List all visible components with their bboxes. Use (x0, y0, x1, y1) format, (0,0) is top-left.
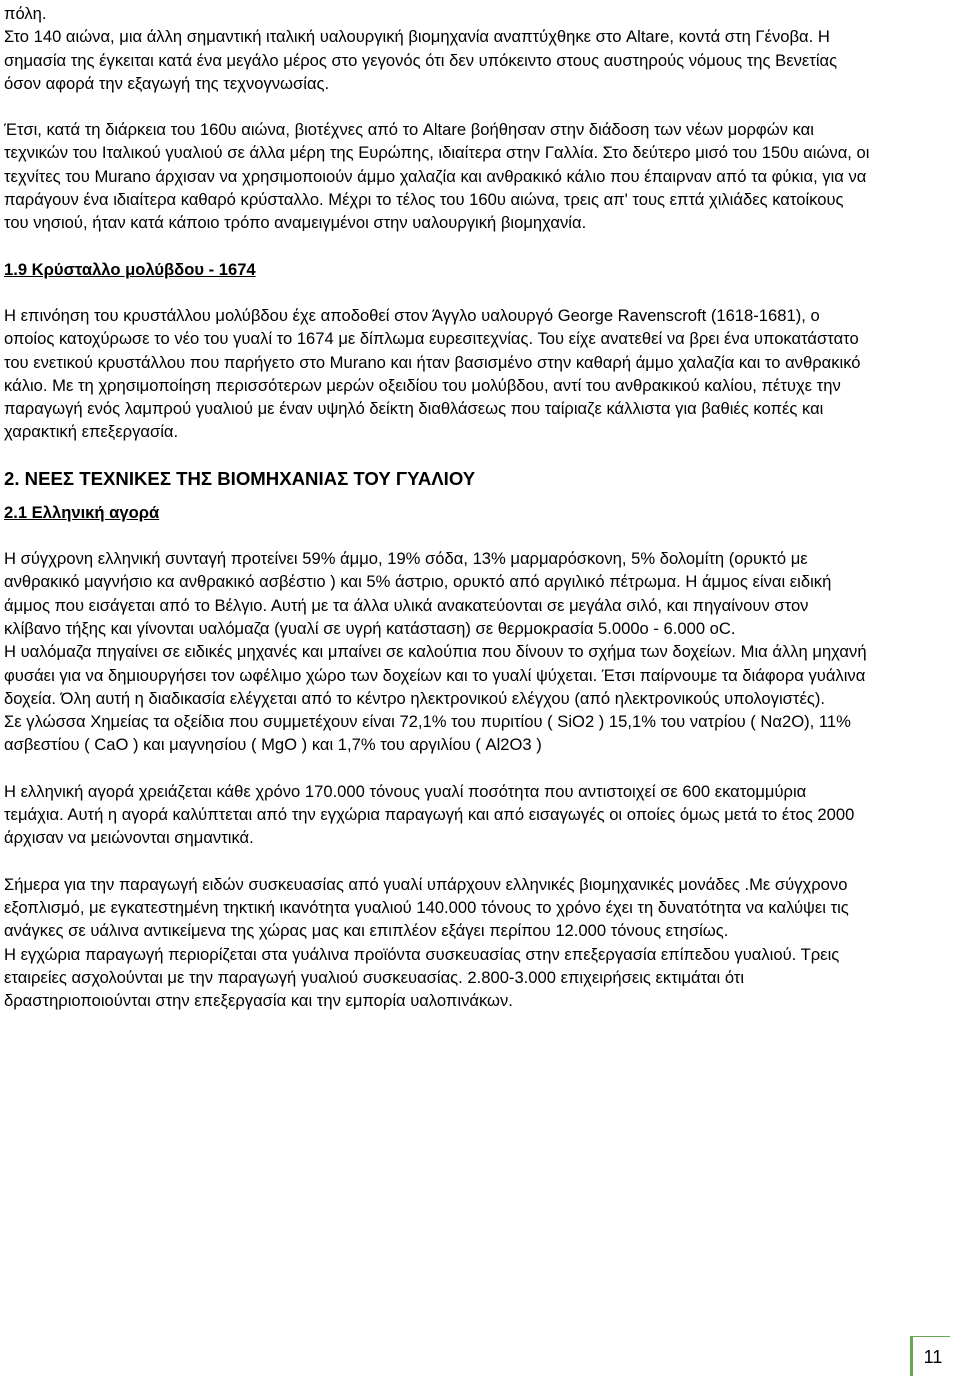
paragraph-market-demand: Η ελληνική αγορά χρειάζεται κάθε χρόνο 170.000 τόνους γυαλί ποσότητα που αντιστοιχεί σε 600 εκατομμύρια τεμάχια. Αυτή η αγορά καλύπτεται από την εγχώρια παραγωγή και από εισαγωγές οι οποίες όμως μετά το έτος 2000 άρχισαν να μειώνονται σημαντικά. (4, 781, 855, 848)
page-content (4, 2, 870, 1012)
section-heading-2: 2. ΝΕΕΣ ΤΕΧΝΙΚΕΣ ΤΗΣ ΒΙΟΜΗΧΑΝΙΑΣ ΤΟΥ ΓΥΑΛΙΟΥ (4, 467, 476, 489)
paragraph-domestic-production: Η εγχώρια παραγωγή περιορίζεται στα γυάλινα προϊόντα συσκευασίας στην επεξεργασία επίπεδου γυαλιού. Τρεις εταιρείες ασχολούνται με την παραγωγή γυαλιού συσκευασίας. 2.800-3.000 επιχειρήσεις εκτιμάται ότι δραστηριοποιούνται στην επεξεργασία και την εμπορία υαλοπινάκων. (4, 944, 840, 1011)
paragraph-recipe: Η σύγχρονη ελληνική συνταγή προτείνει 59% άμμο, 19% σόδα, 13% μαρμαρόσκονη, 5% δολομίτη (ορυκτό με ανθρακικό μαγνήσιο κα ανθρακικό ασβέστιο ) και 5% άστριο, ορυκτό από αργιλικό πέτρωμα. Η άμμος είναι ειδική άμμος που εισάγεται από το Βέλγιο. Αυτή με τα άλλα υλικά ανακατεύονται σε μεγάλα σιλό, και πηγαίνουν στον κλίβανο τήξης και γίνονται υαλόμαζα (γυαλί σε υγρή κατάσταση) σε θερμοκρασία 5.000ο - 6.000 oC. (4, 549, 832, 638)
section-heading-1-9: 1.9 Κρύσταλλο μολύβδου - 1674 (4, 259, 256, 279)
paragraph-chemistry: Σε γλώσσα Χημείας τα οξείδια που συμμετέχουν είναι 72,1% του πυριτίου ( SiO2 ) 15,1% του νατρίου ( Να2Ο), 11% ασβεστίου ( CaO ) και μαγνησίου ( MgO ) και 1,7% του αργιλίου ( Al2O3 ) (4, 712, 851, 755)
paragraph-molding: Η υαλόμαζα πηγαίνει σε ειδικές μηχανές και μπαίνει σε καλούπια που δίνουν το σχήμα των δοχείων. Μια άλλη μηχανή φυσάει για να δημιουργήσει τον ωφέλιμο χώρο των δοχείων και το γυαλί ψύχεται. Έτσι παίρνουμε τα διάφορα γυάλινα δοχεία. Όλη αυτή η διαδικασία ελέγχεται από το κέντρο ηλεκτρονικού ελέγχου (από ηλεκτρονικούς υπολογιστές). (4, 642, 867, 708)
page-number: 11 (923, 1347, 943, 1367)
paragraph-production-units: Σήμερα για την παραγωγή ειδών συσκευασίας από γυαλί υπάρχουν ελληνικές βιομηχανικές μονάδες .Με σύγχρονο εξοπλισμό, με εγκατεστημένη τηκτική ικανότητα γυαλιού 140.000 τόνους το χρόνο έχει τη δυνατότητα να καλύψει τις ανάγκες σε υάλινα αντικείμενα της χώρας μας και επιπλέον εξάγει περίπου 12.000 τόνους ετησίως. (4, 874, 849, 941)
paragraph-continuation: πόλη. (4, 4, 47, 23)
paragraph-lead-crystal: Η επινόηση του κρυστάλλου μολύβδου έχε αποδοθεί στον Άγγλο υαλουργό George Ravenscroft (1618-1681), ο οποίος κατοχύρωσε το νέο του γυαλί το 1674 με δίπλωμα ευρεσιτεχνίας. Του είχε ανατεθεί να βρει ένα υποκατάστατο του ενετικού κρυστάλλου που παρήγετο στο Murano και ήταν βασισμένο στην καθαρή άμμο χαλαζία και το ανθρακικό κάλιο. Με τη χρησιμοποίηση περισσότερων μερών οξειδίου του μολύβδου, αντί του ανθρακικού καλίου, πέτυχε την παραγωγή ενός λαμπρού γυαλιού με έναν υψηλό δείκτη διαθλάσεως που ταίριαζε κάλλιστα για βαθιές κοπές και χαρακτική επεξεργασία. (4, 305, 861, 442)
section-heading-2-1: 2.1 Ελληνική αγορά (4, 502, 160, 522)
paragraph-altare: Στο 140 αιώνα, μια άλλη σημαντική ιταλική υαλουργική βιομηχανία αναπτύχθηκε στο Altare, κοντά στη Γένοβα. Η σημασία της έγκειται κατά ένα μεγάλο μέρος στο γεγονός ότι δεν υπόκειντο στους αυστηρούς νόμους της Βενετίας όσον αφορά την εξαγωγή της τεχνογνωσίας. (4, 27, 838, 93)
paragraph-murano: Έτσι, κατά τη διάρκεια του 160υ αιώνα, βιοτέχνες από το Altare βοήθησαν στην διάδοση των νέων μορφών και τεχνικών του Ιταλικού γυαλιού σε άλλα μέρη της Ευρώπης, ιδιαίτερα στην Γαλλία. Στο δεύτερο μισό του 150υ αιώνα, οι τεχνίτες του Murano άρχισαν να χρησιμοποιούν άμμο χαλαζία και ανθρακικό κάλιο που έπαιρναν από τα φύκια, για να παράγουν ένα ιδιαίτερα καθαρό κρύσταλλο. Μέχρι το τέλος του 160υ αιώνα, τρεις απ' τους επτά χιλιάδες κατοίκους του νησιού, ήταν κατά κάποιο τρόπο αναμειγμένοι στην υαλουργική βιομηχανία. (4, 120, 870, 233)
